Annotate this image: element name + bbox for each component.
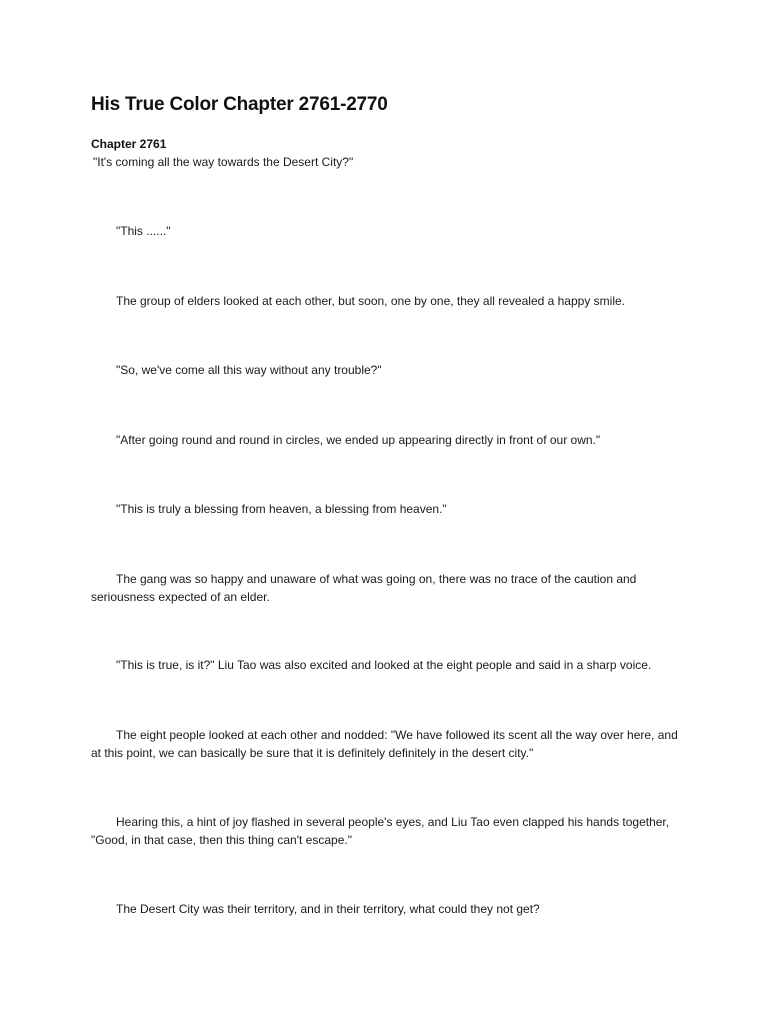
document-title: His True Color Chapter 2761-2770 [91,94,388,115]
paragraph: "This is truly a blessing from heaven, a blessing from heaven." [116,502,447,516]
paragraph: Hearing this, a hint of joy flashed in several people's eyes, and Liu Tao even clapped his hands together, "Good, in that case, then this thing can't escape." [91,815,670,847]
paragraph: "After going round and round in circles, we ended up appearing directly in front of our own." [116,433,601,447]
paragraph: "This ......" [116,224,171,238]
paragraph: The eight people looked at each other and nodded: "We have followed its scent all the way over here, and at this point, we can basically be sure that it is definitely definitely in the desert city." [91,728,678,760]
paragraph: "This is true, is it?" Liu Tao was also excited and looked at the eight people and said in a sharp voice. [116,658,652,672]
paragraph: "So, we've come all this way without any trouble?" [116,363,382,377]
chapter-heading: Chapter 2761 [91,137,167,151]
paragraph: The gang was so happy and unaware of what was going on, there was no trace of the caution and seriousness expected of an elder. [91,572,637,604]
paragraph: The Desert City was their territory, and in their territory, what could they not get? [116,902,540,916]
paragraph: "It's coming all the way towards the Desert City?" [93,155,354,169]
paragraph: The group of elders looked at each other, but soon, one by one, they all revealed a happy smile. [116,294,625,308]
